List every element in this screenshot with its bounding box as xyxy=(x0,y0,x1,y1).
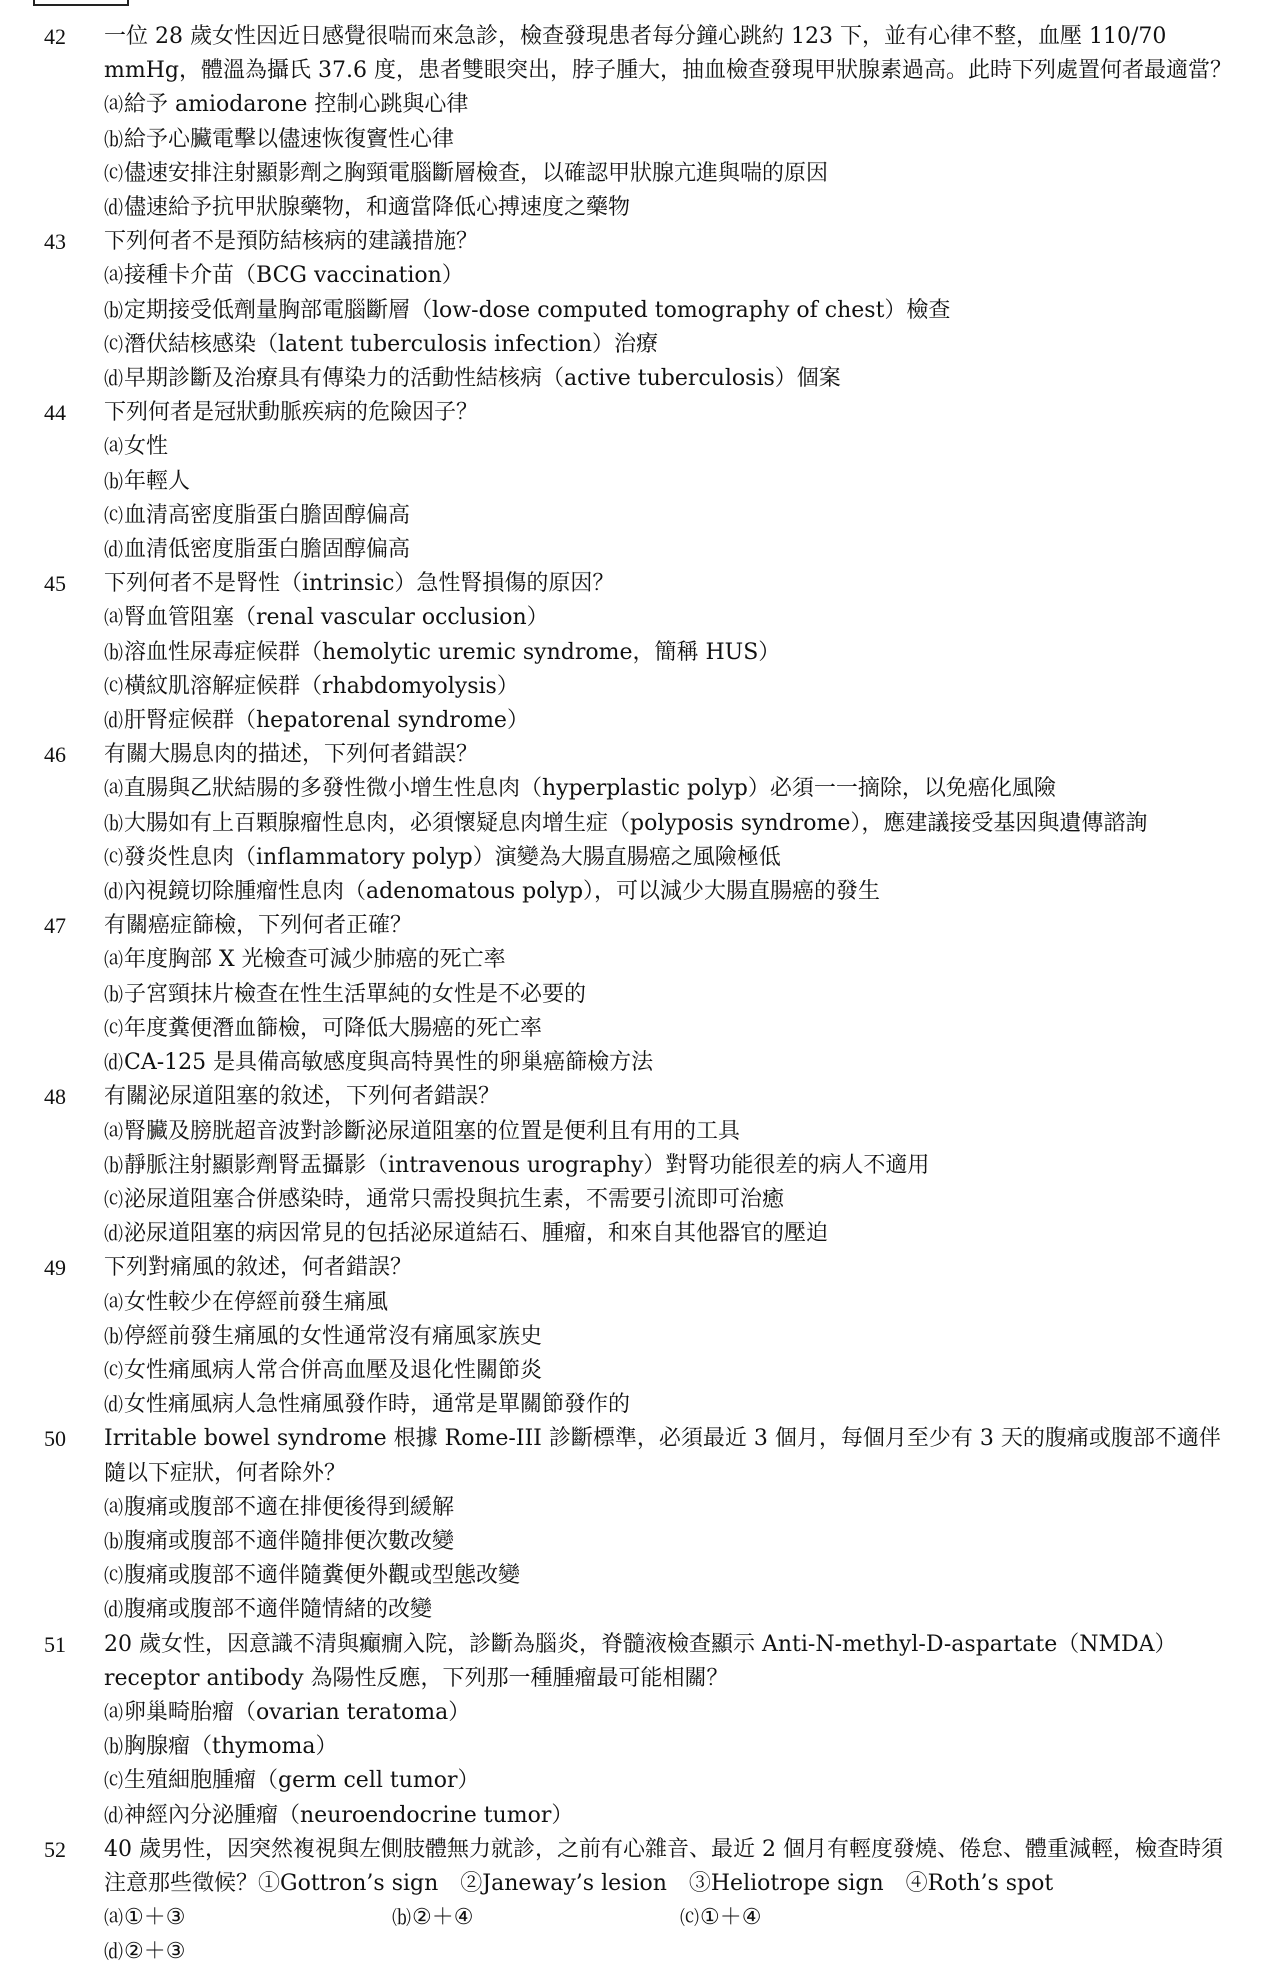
exam-page xyxy=(40,20,1240,1970)
option-text: 腹痛或腹部不適伴隨情緒的改變 xyxy=(124,1597,433,1623)
option-label: ⒞ xyxy=(104,675,124,698)
answer-option xyxy=(104,1799,680,1833)
option-label: ⒟ xyxy=(104,1223,124,1246)
question-45 xyxy=(40,567,1240,738)
option-label: ⒜ xyxy=(104,1291,124,1314)
option-text: ②＋④ xyxy=(412,1905,474,1931)
option-label: ⒝ xyxy=(104,983,124,1006)
option-label: ⒟ xyxy=(104,368,124,391)
option-label: ⒝ xyxy=(104,470,124,493)
answer-options xyxy=(104,1115,1240,1252)
answer-option xyxy=(104,1354,680,1388)
option-label: ⒞ xyxy=(104,1017,124,1040)
option-label: ⒟ xyxy=(104,1052,124,1075)
question-43 xyxy=(40,225,1240,396)
option-label: ⒝ xyxy=(104,128,124,151)
option-text: 儘速安排注射顯影劑之胸頸電腦斷層檢查，以確認甲狀腺亢進與喘的原因 xyxy=(124,160,829,186)
option-text: 腹痛或腹部不適伴隨排便次數改變 xyxy=(124,1528,455,1554)
option-label: ⒟ xyxy=(104,197,124,220)
option-text: 神經內分泌腫瘤（neuroendocrine tumor） xyxy=(124,1802,574,1828)
option-label: ⒜ xyxy=(104,1496,124,1519)
option-text: 血清低密度脂蛋白膽固醇偏高 xyxy=(124,537,411,563)
question-51 xyxy=(40,1628,1240,1833)
option-label: ⒞ xyxy=(104,162,124,185)
option-text: 肝腎症候群（hepatorenal syndrome） xyxy=(124,708,529,734)
answer-options xyxy=(104,1696,1240,1833)
question-number: 51 xyxy=(44,1631,66,1657)
answer-option xyxy=(104,1286,680,1320)
answer-option xyxy=(104,704,1240,738)
answer-option xyxy=(104,1901,392,1935)
option-label: ⒜ xyxy=(104,436,124,459)
option-text: 靜脈注射顯影劑腎盂攝影（intravenous urography）對腎功能很差的病人不適用 xyxy=(124,1152,930,1178)
question-number: 48 xyxy=(44,1084,66,1110)
option-text: 接種卡介苗（BCG vaccination） xyxy=(124,263,464,289)
option-text: 溶血性尿毒症候群（hemolytic uremic syndrome，簡稱 HUS） xyxy=(124,639,781,665)
answer-option xyxy=(104,875,1240,909)
question-stem: 下列對痛風的敘述，何者錯誤？ xyxy=(104,1255,413,1281)
option-text: 年度胸部 X 光檢查可減少肺癌的死亡率 xyxy=(124,947,506,973)
option-label: ⒝ xyxy=(104,812,124,835)
option-text: 發炎性息肉（inflammatory polyp）演變為大腸直腸癌之風險極低 xyxy=(124,844,781,870)
option-text: 泌尿道阻塞的病因常見的包括泌尿道結石、腫瘤，和來自其他器官的壓迫 xyxy=(124,1221,829,1247)
question-number: 49 xyxy=(44,1255,66,1281)
option-text: 年度糞便潛血篩檢，可降低大腸癌的死亡率 xyxy=(124,1015,543,1041)
option-label: ⒞ xyxy=(104,504,124,527)
answer-option xyxy=(104,362,1240,396)
option-text: 腎血管阻塞（renal vascular occlusion） xyxy=(124,605,549,631)
answer-option xyxy=(104,1115,1240,1149)
question-42 xyxy=(40,20,1240,225)
question-stem: 下列何者不是預防結核病的建議措施？ xyxy=(104,229,479,255)
option-text: CA-125 是具備高敏感度與高特異性的卵巢癌篩檢方法 xyxy=(124,1050,654,1076)
answer-option xyxy=(104,1012,1240,1046)
answer-option xyxy=(104,1764,680,1798)
answer-option xyxy=(104,294,1240,328)
answer-option xyxy=(104,1935,392,1969)
answer-options xyxy=(104,1491,1240,1628)
question-number: 43 xyxy=(44,229,66,255)
option-text: 潛伏結核感染（latent tuberculosis infection）治療 xyxy=(124,331,659,357)
answer-option xyxy=(104,1320,680,1354)
answer-option xyxy=(104,430,680,464)
answer-options xyxy=(104,1286,1240,1423)
question-49 xyxy=(40,1251,1240,1422)
option-label: ⒜ xyxy=(104,1907,124,1930)
option-label: ⒞ xyxy=(104,1770,124,1793)
option-text: 給予 amiodarone 控制心跳與心律 xyxy=(124,92,469,118)
question-stem: 40 歲男性，因突然複視與左側肢體無力就診，之前有心雜音、最近 2 個月有輕度發燒、倦怠、體重減輕，檢查時須注意那些徵候？①Gottron’s sign ②Janeway’s lesion ③Heliotrope sign ④Roth’s spot xyxy=(104,1836,1223,1896)
option-text: 直腸與乙狀結腸的多發性微小增生性息肉（hyperplastic polyp）必須一一摘除，以免癌化風險 xyxy=(124,776,1056,802)
answer-option xyxy=(104,1149,1240,1183)
option-text: 胸腺瘤（thymoma） xyxy=(124,1734,338,1760)
answer-option xyxy=(104,670,1240,704)
option-text: 女性痛風病人急性痛風發作時，通常是單關節發作的 xyxy=(124,1392,631,1418)
question-stem: Irritable bowel syndrome 根據 Rome-III 診斷標準，必須最近 3 個月，每個月至少有 3 天的腹痛或腹部不適伴隨以下症狀，何者除外？ xyxy=(104,1426,1221,1486)
answer-option xyxy=(392,1901,680,1935)
answer-options xyxy=(104,259,1240,396)
option-text: 子宮頸抹片檢查在性生活單純的女性是不必要的 xyxy=(124,981,587,1007)
answer-option xyxy=(104,533,680,567)
answer-option xyxy=(104,1696,680,1730)
answer-option xyxy=(104,123,1240,157)
option-label: ⒞ xyxy=(104,1188,124,1211)
question-50 xyxy=(40,1422,1240,1627)
question-stem: 下列何者是冠狀動脈疾病的危險因子？ xyxy=(104,400,479,426)
option-label: ⒞ xyxy=(104,846,124,869)
option-label: ⒞ xyxy=(104,333,124,356)
option-label: ⒜ xyxy=(104,778,124,801)
answer-option xyxy=(104,157,1240,191)
answer-option xyxy=(104,1525,680,1559)
answer-option xyxy=(104,1046,1240,1080)
option-label: ⒞ xyxy=(680,1907,700,1930)
option-label: ⒜ xyxy=(104,94,124,117)
question-number: 50 xyxy=(44,1426,66,1452)
option-label: ⒟ xyxy=(104,881,124,904)
option-label: ⒜ xyxy=(104,949,124,972)
answer-option xyxy=(104,1217,1240,1251)
answer-option xyxy=(104,601,1240,635)
option-label: ⒝ xyxy=(104,1530,124,1553)
option-label: ⒟ xyxy=(104,1599,124,1622)
option-text: 腹痛或腹部不適伴隨糞便外觀或型態改變 xyxy=(124,1563,521,1589)
answer-option xyxy=(104,499,680,533)
option-label: ⒝ xyxy=(104,1325,124,1348)
question-stem: 有關大腸息肉的描述，下列何者錯誤？ xyxy=(104,742,479,768)
answer-option xyxy=(104,636,1240,670)
option-text: 卵巢畸胎瘤（ovarian teratoma） xyxy=(124,1699,471,1725)
question-number: 46 xyxy=(44,742,66,768)
option-text: 年輕人 xyxy=(124,468,191,494)
option-label: ⒝ xyxy=(104,299,124,322)
answer-option xyxy=(104,841,1240,875)
option-label: ⒝ xyxy=(104,1154,124,1177)
question-stem: 20 歲女性，因意識不清與癲癇入院，診斷為腦炎，脊髓液檢查顯示 Anti-N-methyl-D-aspartate（NMDA）receptor antibody 為陽性反應，下列那一種腫瘤最可能相關？ xyxy=(104,1631,1177,1691)
question-stem: 一位 28 歲女性因近日感覺很喘而來急診，檢查發現患者每分鐘心跳約 123 下，並有心律不整，血壓 110/70 mmHg，體溫為攝氏 37.6 度，患者雙眼突出，脖子腫大，抽血檢查發現甲狀腺素過高。此時下列處置何者最適當？ xyxy=(104,24,1232,84)
option-text: 早期診斷及治療具有傳染力的活動性結核病（active tuberculosis）個案 xyxy=(124,366,841,392)
option-text: 橫紋肌溶解症候群（rhabdomyolysis） xyxy=(124,673,519,699)
answer-options xyxy=(104,1901,1240,1969)
option-label: ⒟ xyxy=(104,1804,124,1827)
option-label: ⒜ xyxy=(104,607,124,630)
answer-option xyxy=(104,772,1240,806)
option-label: ⒜ xyxy=(104,1120,124,1143)
answer-option xyxy=(104,1183,1240,1217)
question-number: 47 xyxy=(44,913,66,939)
option-label: ⒟ xyxy=(104,1941,124,1964)
question-number: 45 xyxy=(44,571,66,597)
option-text: 大腸如有上百顆腺瘤性息肉，必須懷疑息肉增生症（polyposis syndrome），應建議接受基因與遺傳諮詢 xyxy=(124,810,1148,836)
option-text: ①＋④ xyxy=(700,1905,762,1931)
option-text: 腎臟及膀胱超音波對診斷泌尿道阻塞的位置是便利且有用的工具 xyxy=(124,1118,741,1144)
answer-option xyxy=(104,1388,680,1422)
option-text: ②＋③ xyxy=(124,1939,186,1965)
question-stem: 有關泌尿道阻塞的敘述，下列何者錯誤？ xyxy=(104,1084,501,1110)
question-stem: 有關癌症篩檢，下列何者正確？ xyxy=(104,913,413,939)
question-47 xyxy=(40,909,1240,1080)
answer-option xyxy=(104,807,1240,841)
question-stem: 下列何者不是腎性（intrinsic）急性腎損傷的原因？ xyxy=(104,571,615,597)
answer-option xyxy=(104,978,1240,1012)
question-number: 44 xyxy=(44,400,66,426)
option-text: 給予心臟電擊以儘速恢復竇性心律 xyxy=(124,126,455,152)
page-header-box xyxy=(33,0,129,6)
option-text: 泌尿道阻塞合併感染時，通常只需投與抗生素，不需要引流即可治癒 xyxy=(124,1186,785,1212)
option-label: ⒟ xyxy=(104,710,124,733)
question-number: 52 xyxy=(44,1836,66,1862)
option-text: 女性 xyxy=(124,434,169,460)
answer-option xyxy=(104,1559,680,1593)
answer-option xyxy=(104,328,1240,362)
answer-options xyxy=(104,772,1240,909)
answer-option xyxy=(104,1730,680,1764)
option-text: 內視鏡切除腫瘤性息肉（adenomatous polyp），可以減少大腸直腸癌的發生 xyxy=(124,879,881,905)
option-text: 儘速給予抗甲狀腺藥物，和適當降低心搏速度之藥物 xyxy=(124,195,631,221)
option-label: ⒟ xyxy=(104,539,124,562)
option-label: ⒝ xyxy=(104,1736,124,1759)
option-label: ⒝ xyxy=(104,641,124,664)
question-44 xyxy=(40,396,1240,567)
option-text: ①＋③ xyxy=(124,1905,186,1931)
answer-option xyxy=(104,191,1240,225)
answer-options xyxy=(104,88,1240,225)
answer-option xyxy=(680,1901,968,1935)
question-52 xyxy=(40,1833,1240,1970)
answer-options xyxy=(104,430,1240,567)
answer-options xyxy=(104,943,1240,1080)
answer-option xyxy=(104,465,680,499)
answer-option xyxy=(104,1593,680,1627)
question-number: 42 xyxy=(44,24,66,49)
answer-option xyxy=(104,259,1240,293)
question-48 xyxy=(40,1080,1240,1251)
answer-option xyxy=(104,88,1240,122)
answer-options xyxy=(104,601,1240,738)
option-text: 生殖細胞腫瘤（germ cell tumor） xyxy=(124,1768,480,1794)
answer-option xyxy=(104,943,1240,977)
option-label: ⒞ xyxy=(104,1565,124,1588)
option-label: ⒞ xyxy=(104,1359,124,1382)
option-text: 血清高密度脂蛋白膽固醇偏高 xyxy=(124,502,411,528)
option-label: ⒜ xyxy=(104,1701,124,1724)
option-label: ⒟ xyxy=(104,1394,124,1417)
option-label: ⒜ xyxy=(104,265,124,288)
option-text: 腹痛或腹部不適在排便後得到緩解 xyxy=(124,1494,455,1520)
answer-option xyxy=(104,1491,680,1525)
option-label: ⒝ xyxy=(392,1907,412,1930)
option-text: 女性痛風病人常合併高血壓及退化性關節炎 xyxy=(124,1357,543,1383)
option-text: 女性較少在停經前發生痛風 xyxy=(124,1289,389,1315)
option-text: 定期接受低劑量胸部電腦斷層（low-dose computed tomography of chest）檢查 xyxy=(124,297,951,323)
option-text: 停經前發生痛風的女性通常沒有痛風家族史 xyxy=(124,1323,543,1349)
question-46 xyxy=(40,738,1240,909)
